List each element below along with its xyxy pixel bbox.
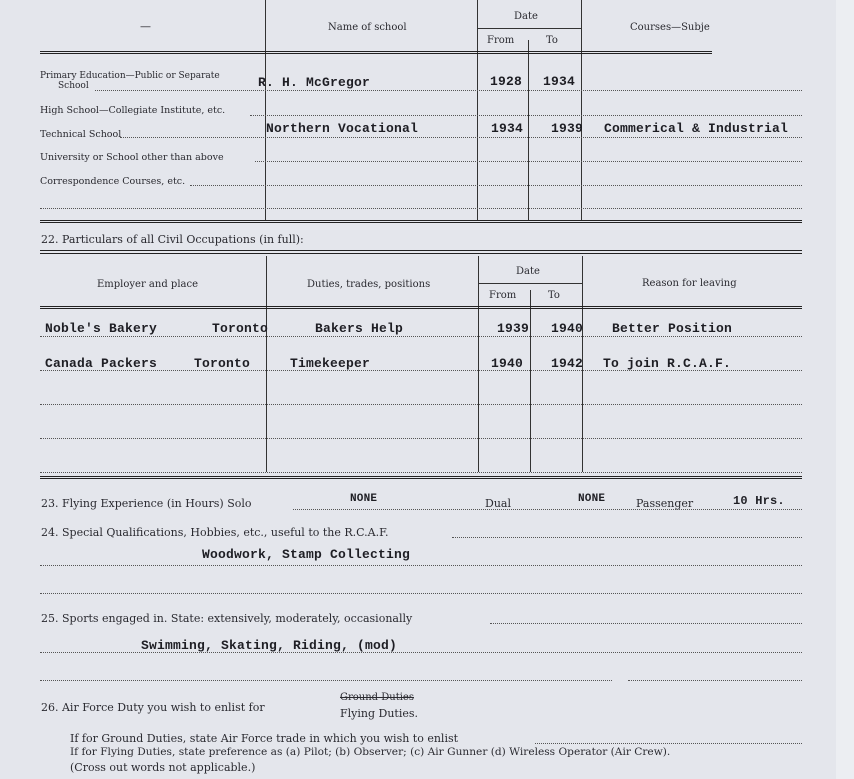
dual-label: Dual bbox=[485, 497, 511, 510]
employer-value: Canada Packers bbox=[45, 356, 158, 371]
row-label: Primary Education—Public or Separate bbox=[40, 71, 220, 81]
row-label: Technical School bbox=[40, 129, 122, 140]
col-divider bbox=[266, 256, 267, 472]
ground-duties-note: If for Ground Duties, state Air Force trade in which you wish to enlist bbox=[70, 732, 459, 745]
place-value: Toronto bbox=[194, 356, 251, 371]
dotted-line bbox=[40, 404, 802, 405]
date-underline bbox=[477, 28, 581, 29]
courses-header: Courses—Subje bbox=[630, 22, 710, 33]
ground-duties-option: Ground Duties bbox=[340, 692, 414, 703]
dotted-line bbox=[628, 680, 802, 681]
row-label: Correspondence Courses, etc. bbox=[40, 176, 186, 187]
col-divider bbox=[477, 0, 478, 220]
flying-duties-note: If for Flying Duties, state preference as (a) Pilot; (b) Observer; (c) Air Gunner (d) Wireless Operator (Air Crew). bbox=[70, 746, 671, 758]
col-divider bbox=[478, 256, 479, 472]
row-label: High School—Collegiate Institute, etc. bbox=[40, 105, 226, 116]
dotted-line bbox=[120, 137, 802, 138]
date-header: Date bbox=[516, 266, 540, 277]
dotted-line bbox=[40, 652, 802, 653]
dotted-line bbox=[293, 509, 802, 510]
dash-header: — bbox=[140, 20, 151, 33]
to-year: 1934 bbox=[543, 74, 576, 89]
dotted-line bbox=[40, 370, 802, 371]
dotted-line bbox=[95, 90, 802, 91]
table-bottom-rule bbox=[40, 220, 802, 223]
header-rule bbox=[40, 51, 712, 54]
to-header: To bbox=[548, 290, 560, 301]
dotted-line bbox=[190, 185, 802, 186]
from-year: 1934 bbox=[491, 121, 524, 136]
employer-value: Noble's Bakery bbox=[45, 321, 158, 336]
reason-value: Better Position bbox=[612, 321, 733, 336]
dotted-line bbox=[452, 537, 802, 538]
to-year: 1939 bbox=[551, 121, 584, 136]
col-divider bbox=[530, 290, 531, 472]
from-header: From bbox=[487, 35, 515, 46]
sports-label: 25. Sports engaged in. State: extensively, moderately, occasionally bbox=[41, 612, 413, 625]
cross-out-note: (Cross out words not applicable.) bbox=[70, 761, 256, 774]
employer-header: Employer and place bbox=[97, 279, 198, 290]
row-label: School bbox=[58, 81, 89, 91]
page-edge bbox=[836, 0, 854, 779]
from-year: 1940 bbox=[491, 356, 524, 371]
dotted-line bbox=[255, 161, 802, 162]
dotted-line bbox=[40, 438, 802, 439]
solo-value: NONE bbox=[350, 493, 378, 505]
dotted-line bbox=[40, 208, 802, 209]
header-rule bbox=[40, 306, 802, 309]
to-year: 1942 bbox=[551, 356, 584, 371]
from-year: 1939 bbox=[497, 321, 530, 336]
name-of-school-header: Name of school bbox=[328, 22, 407, 33]
dotted-line bbox=[535, 743, 802, 744]
qualifications-label: 24. Special Qualifications, Hobbies, etc., useful to the R.C.A.F. bbox=[41, 526, 389, 539]
place-value: Toronto bbox=[212, 321, 269, 336]
dotted-line bbox=[40, 565, 802, 566]
school-name: R. H. McGregor bbox=[258, 75, 371, 90]
dotted-line bbox=[40, 680, 612, 681]
row-label: University or School other than above bbox=[40, 152, 224, 163]
dual-value: NONE bbox=[578, 493, 606, 505]
col-divider bbox=[528, 40, 529, 220]
duties-header: Duties, trades, positions bbox=[307, 279, 431, 290]
sports-value: Swimming, Skating, Riding, (mod) bbox=[141, 638, 398, 653]
passenger-label: Passenger bbox=[636, 497, 694, 510]
date-underline bbox=[478, 283, 582, 284]
duties-value: Timekeeper bbox=[290, 356, 371, 371]
col-divider bbox=[265, 0, 266, 220]
dotted-line bbox=[40, 336, 802, 337]
to-header: To bbox=[546, 35, 558, 46]
reason-value: To join R.C.A.F. bbox=[603, 356, 732, 371]
courses-value: Commerical & Industrial bbox=[604, 121, 789, 136]
flying-duties-option: Flying Duties. bbox=[340, 707, 418, 720]
passenger-value: 10 Hrs. bbox=[733, 494, 785, 508]
duties-value: Bakers Help bbox=[315, 321, 404, 336]
reason-header: Reason for leaving bbox=[642, 278, 737, 289]
qualifications-value: Woodwork, Stamp Collecting bbox=[202, 547, 411, 562]
duty-label: 26. Air Force Duty you wish to enlist for bbox=[41, 701, 265, 714]
dotted-line bbox=[40, 472, 802, 473]
from-year: 1928 bbox=[490, 74, 523, 89]
dotted-line bbox=[250, 115, 802, 116]
to-year: 1940 bbox=[551, 321, 584, 336]
header-top-rule bbox=[40, 250, 802, 254]
from-header: From bbox=[489, 290, 517, 301]
dotted-line bbox=[40, 593, 802, 594]
dotted-line bbox=[490, 623, 802, 624]
date-header: Date bbox=[514, 11, 538, 22]
occupations-title: 22. Particulars of all Civil Occupations (in full): bbox=[41, 233, 304, 246]
school-name: Northern Vocational bbox=[266, 121, 419, 136]
col-divider bbox=[581, 0, 582, 220]
flying-experience-label: 23. Flying Experience (in Hours) Solo bbox=[41, 497, 252, 510]
table-bottom-rule bbox=[40, 476, 802, 479]
